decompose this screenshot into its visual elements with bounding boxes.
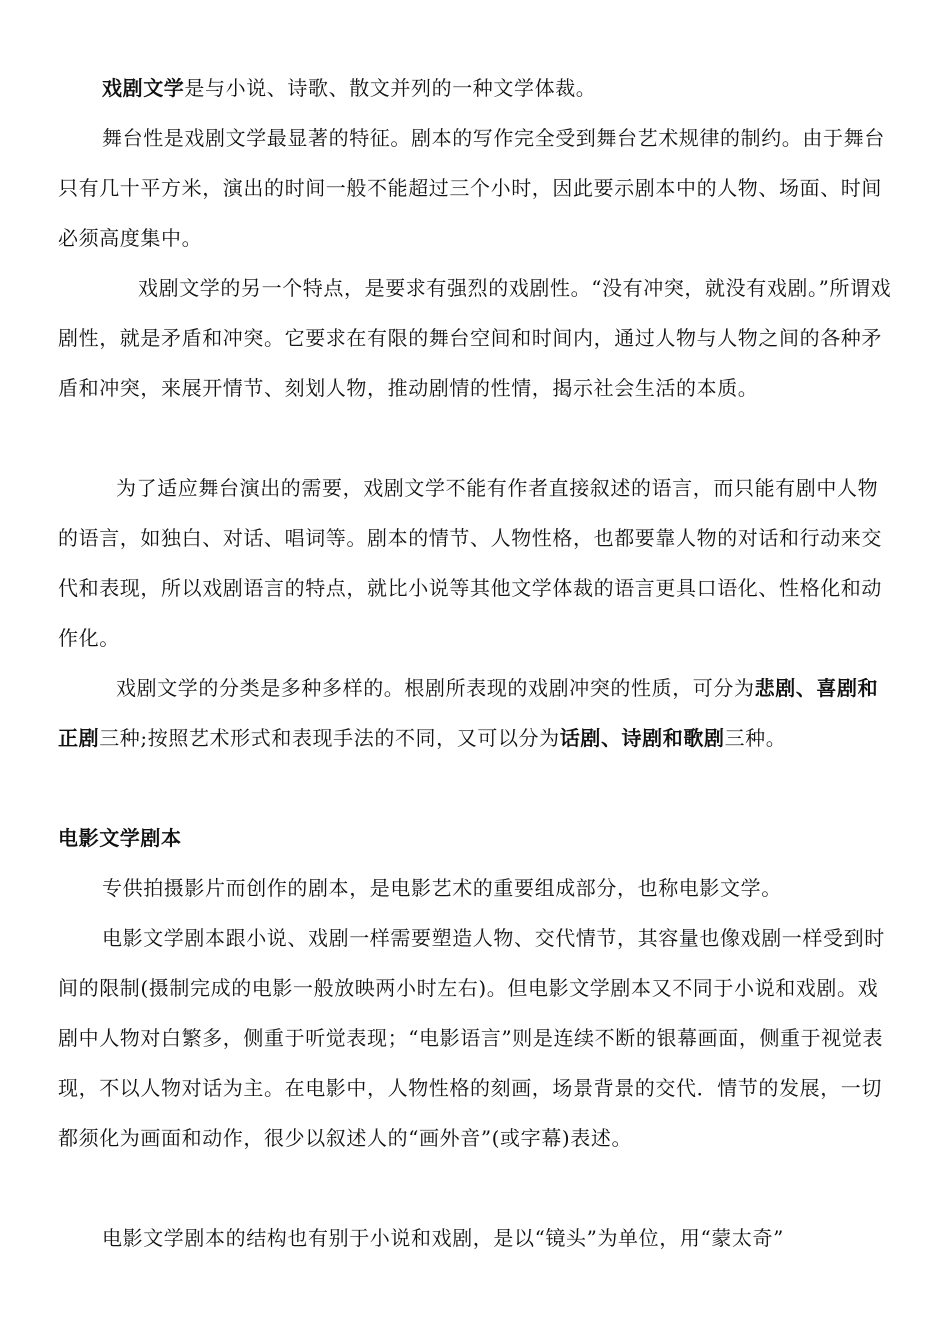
paragraph-text: 是与小说、诗歌、散文并列的一种文学体裁。 xyxy=(184,76,597,100)
paragraph-drama-classification xyxy=(58,663,898,763)
paragraph-film-script-definition xyxy=(58,863,898,913)
paragraph-text: 三种;按照艺术形式和表现手法的不同，又可以分为 xyxy=(99,726,560,750)
term-play-poetic-opera: 话剧、诗剧和歌剧 xyxy=(559,726,725,750)
paragraph-dramatic-conflict xyxy=(58,263,898,413)
term-drama-literature: 戏剧文学 xyxy=(102,76,185,100)
paragraph-film-structure xyxy=(58,1213,898,1263)
paragraph-stage-nature xyxy=(58,113,898,263)
paragraph-text: 三种。 xyxy=(724,726,787,750)
paragraph-text: 电影文学剧本跟小说、戏剧一样需要塑造人物、交代情节，其容量也像戏剧一样受到时间的限制(摄制完成的电影一般放映两小时左右)。但电影文学剧本又不同于小说和戏剧。戏剧中人物对白繁多，侧重于听觉表现；“电影语言”则是连续不断的银幕画面，侧重于视觉表现，不以人物对话为主。在电影中，人物性格的刻画，场景背景的交代．情节的发展，一切都须化为画面和动作，很少以叙述人的“画外音”(或字幕)表述。 xyxy=(58,926,885,1150)
section-heading-film-script: 电影文学剧本 xyxy=(58,826,182,850)
paragraph-drama-definition xyxy=(58,63,898,113)
paragraph-text: 为了适应舞台演出的需要，戏剧文学不能有作者直接叙述的语言，而只能有剧中人物的语言，如独白、对话、唱词等。剧本的情节、人物性格，也都要靠人物的对话和行动来交代和表现，所以戏剧语言的特点，就比小说等其他文学体裁的语言更具口语化、性格化和动作化。 xyxy=(58,476,882,650)
paragraph-text: 电影文学剧本的结构也有别于小说和戏剧，是以“镜头”为单位，用“蒙太奇” xyxy=(102,1226,784,1250)
paragraph-text: 专供拍摄影片而创作的剧本，是电影艺术的重要组成部分，也称电影文学。 xyxy=(102,876,782,900)
paragraph-text: 戏剧文学的另一个特点，是要求有强烈的戏剧性。“没有冲突，就没有戏剧。”所谓戏剧性，就是矛盾和冲突。它要求在有限的舞台空间和时间内，通过人物与人物之间的各种矛盾和冲突，来展开情节、刻划人物，推动剧情的性情，揭示社会生活的本质。 xyxy=(58,276,892,400)
paragraph-stage-language xyxy=(58,463,898,663)
term-tragedy-comedy-drama: 悲剧、喜剧和正剧 xyxy=(58,676,879,750)
paragraph-film-vs-drama xyxy=(58,913,898,1163)
paragraph-text: 舞台性是戏剧文学最显著的特征。剧本的写作完全受到舞台艺术规律的制约。由于舞台只有几十平方米，演出的时间一般不能超过三个小时，因此要示剧本中的人物、场面、时间必须高度集中。 xyxy=(58,126,885,250)
paragraph-text: 戏剧文学的分类是多种多样的。根剧所表现的戏剧冲突的性质，可分为 xyxy=(116,676,755,700)
